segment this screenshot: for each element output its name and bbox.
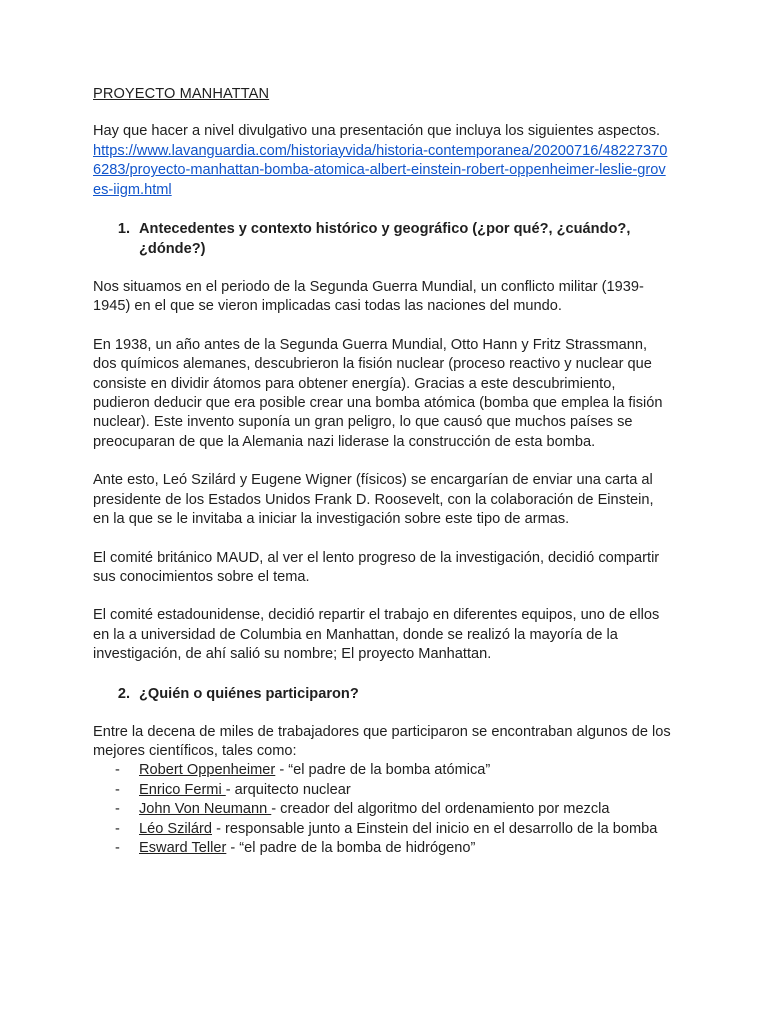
- person-name: Enrico Fermi: [139, 781, 226, 798]
- intro-paragraph: [93, 122, 673, 200]
- list-item-content: [139, 839, 475, 858]
- document-title: PROYECTO MANHATTAN: [93, 86, 270, 102]
- section-2-title: ¿Quién o quiénes participaron?: [139, 685, 359, 702]
- paragraph: El comité estadounidense, decidió repartir el trabajo en diferentes equipos, uno de ellos en la a universidad de Columbia en Manhattan, donde se realizó la mayoría de la investigación, de ahí salió su nombre; El proyecto Manhattan.: [93, 607, 660, 663]
- paragraph: En 1938, un año antes de la Segunda Guerra Mundial, Otto Hann y Fritz Strassmann, dos químicos alemanes, descubrieron la fisión nuclear (proceso reactivo y nuclear que consiste en dividir átomos para obtener energía). Gracias a este descubrimiento, pudieron deducir que era posible crear una bomba atómica (bomba que emplea la fisión nuclear). Este invento suponía un gran peligro, lo que causó que muchos países se preocuparan de que la Alemania nazi liderase la construcción de esta bomba.: [93, 336, 663, 450]
- person-name: Robert Oppenheimer: [139, 762, 276, 779]
- list-dash: -: [115, 839, 120, 856]
- person-description: - responsable junto a Einstein del inicio en el desarrollo de la bomba: [212, 820, 658, 837]
- paragraph: Nos situamos en el periodo de la Segunda Guerra Mundial, un conflicto militar (1939-1945) en el que se vieron implicadas casi todas las naciones del mundo.: [93, 279, 644, 315]
- paragraph: Ante esto, Leó Szilárd y Eugene Wigner (físicos) se encargarían de enviar una carta al presidente de los Estados Unidos Frank D. Roosevelt, con la colaboración de Einstein, en la que se le invitaba a iniciar la investigación sobre este tipo de armas.: [93, 472, 654, 528]
- list-item: [93, 781, 673, 800]
- list-dash: -: [115, 820, 120, 837]
- reference-link[interactable]: https://www.lavanguardia.com/historiayvida/historia-contemporanea/20200716/482273706283/proyecto-manhattan-bomba-atomica-albert-einstein-robert-oppenheimer-leslie-groves-iigm.html: [93, 142, 668, 198]
- document-page: [93, 85, 673, 858]
- person-name: Léo Szilárd: [139, 820, 213, 837]
- person-name: Esward Teller: [139, 839, 227, 856]
- section-2-number: 2.: [117, 685, 130, 702]
- paragraph: El comité británico MAUD, al ver el lento progreso de la investigación, decidió compartir sus conocimientos sobre el tema.: [93, 549, 660, 585]
- paragraph: Entre la decena de miles de trabajadores que participaron se encontraban algunos de los mejores científicos, tales como:: [93, 723, 671, 759]
- list-item: [93, 839, 673, 858]
- section-1-title: Antecedentes y contexto histórico y geográfico (¿por qué?, ¿cuándo?, ¿dónde?): [139, 221, 631, 258]
- list-item: [93, 761, 673, 780]
- person-description: - arquitecto nuclear: [225, 781, 351, 798]
- list-dash: -: [115, 762, 120, 779]
- list-item: [93, 800, 673, 819]
- section-1-number: 1.: [117, 221, 130, 238]
- person-description: - creador del algoritmo del ordenamiento por mezcla: [271, 801, 610, 818]
- person-name: John Von Neumann: [139, 801, 272, 818]
- list-item-content: [139, 800, 610, 819]
- person-description: - “el padre de la bomba de hidrógeno”: [226, 839, 476, 856]
- list-dash: -: [115, 801, 120, 818]
- list-item-content: [139, 781, 351, 800]
- list-item: [93, 820, 673, 839]
- list-item-content: [139, 761, 490, 780]
- section-1-heading: [93, 219, 673, 259]
- list-dash: -: [115, 781, 120, 798]
- participants-list: [93, 761, 673, 858]
- list-item-content: [139, 820, 657, 839]
- section-2-heading: [93, 684, 673, 704]
- person-description: - “el padre de la bomba atómica”: [275, 762, 491, 779]
- intro-text: Hay que hacer a nivel divulgativo una presentación que incluya los siguientes aspectos.: [93, 123, 661, 140]
